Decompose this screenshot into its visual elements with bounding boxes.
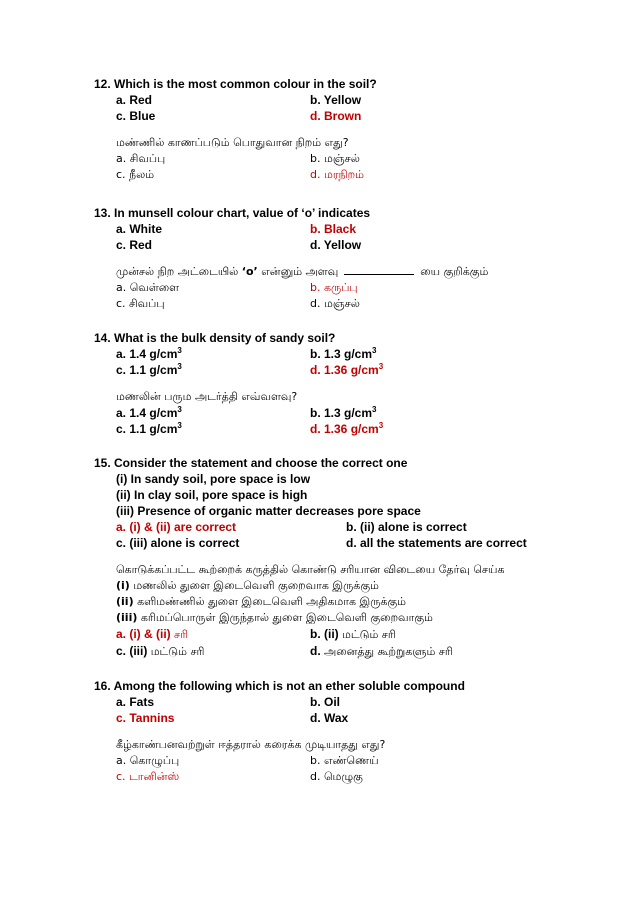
tamil-option-b-answer: b. கருப்பு [310,281,358,294]
question-15-tamil-options-row-1 [94,626,554,643]
tamil-option-a: a. 1.4 $g/cm^3$ [116,405,182,420]
option-b: b. Yellow [310,93,362,107]
option-d: d. Wax [310,711,349,725]
question-15-tamil-title: கொடுக்கப்பட்ட கூற்றைக் கருத்தில் கொண்டு சரியான விடையை தேர்வு செய்க [116,563,505,576]
tamil-statement-2: (ii) களிமண்ணில் துளை இடைவெளி அதிகமாக இருக்கும் [116,595,407,608]
question-16-tamil-options-row-2 [94,769,554,785]
question-12-tamil-options-row-1 [94,151,554,167]
option-d-answer: d. Brown [310,109,362,123]
option-a-answer: a. (i) & (ii) are correct [116,520,237,534]
question-16-tamil-options-row-1 [94,753,554,769]
option-d: d. all the statements are correct [346,536,527,550]
question-16-options-row-2 [94,710,554,726]
option-a: a. 1.4 $g/cm^3$ [116,346,182,361]
question-15-tamil-options-row-2 [94,643,554,660]
option-c: c. 1.1 $g/cm^3$ [116,362,182,377]
tamil-option-d-answer: d. மரநிறம் [310,168,364,181]
tamil-title-o: ‘o’ [241,265,258,278]
option-b-answer: b. Black [310,222,357,236]
option-c: c. Blue [116,109,156,123]
statement-1: (i) In sandy soil, pore space is low [116,472,311,486]
question-12-options-row-1 [94,92,554,108]
option-a: a. White [116,222,163,236]
tamil-option-d: d. மெழுகு [310,770,363,783]
option-b: b. 1.3 $g/cm^3$ [310,346,377,361]
question-14-tamil-title: மணலின் பரும அடர்த்தி எவ்வளவு? [116,390,298,403]
question-16 [94,678,554,785]
option-d-answer: d. 1.36 $g/cm^3$ [310,362,384,377]
question-15-options-row-2 [94,535,554,551]
question-12 [94,76,554,183]
question-12-tamil-options-row-2 [94,167,554,183]
question-13 [94,205,554,312]
question-14-options-row-2 [94,362,554,378]
question-15-options-row-1 [94,519,554,535]
question-13-tamil-options-row-2 [94,296,554,312]
tamil-option-c: c. நீலம் [116,168,155,181]
tamil-title-post: யை குறிக்கும் [420,265,489,278]
fill-blank [344,274,414,275]
statement-2: (ii) In clay soil, pore space is high [116,488,308,502]
question-13-tamil-options-row-1 [94,280,554,296]
question-13-options-row-1 [94,221,554,237]
question-13-title: 13. In munsell colour chart, value of ‘o’ indicates [94,206,371,220]
option-c: c. Red [116,238,153,252]
tamil-option-c: c. (iii) மட்டும் சரி [116,644,205,658]
option-a: a. Red [116,93,153,107]
option-c: c. (iii) alone is correct [116,536,240,550]
question-16-tamil-title: கீழ்காண்பனவற்றுள் ஈத்தரால் கரைக்க முடியாதது எது? [116,738,386,751]
question-document [94,76,554,785]
tamil-option-c: c. 1.1 $g/cm^3$ [116,421,182,436]
tamil-option-b: b. 1.3 $g/cm^3$ [310,405,377,420]
question-13-tamil-title [94,264,554,280]
question-12-tamil-title: மண்ணில் காணப்படும் பொதுவான நிறம் எது? [116,136,349,149]
question-12-title: 12. Which is the most common colour in the soil? [94,77,377,91]
tamil-option-c: c. சிவப்பு [116,297,165,310]
tamil-option-a: a. வெள்ளை [116,281,180,294]
tamil-statement-3: (iii) கரிமப்பொருள் இருந்தால் துளை இடைவெளி குறைவாகும் [116,611,433,624]
tamil-title-pre: முன்சல் நிற அட்டையில் [116,265,239,278]
tamil-option-a: a. சிவப்பு [116,152,166,165]
tamil-statement-1: (i) மணலில் துளை இடைவெளி குறைவாக இருக்கும் [116,579,379,592]
question-14-options-row-1 [94,346,554,362]
question-14 [94,330,554,437]
tamil-title-mid: என்னும் அளவு [261,265,339,278]
question-15 [94,455,554,660]
question-14-title: 14. What is the bulk density of sandy soil? [94,331,336,345]
tamil-option-d-answer: d. 1.36 $g/cm^3$ [310,421,384,436]
option-b: b. Oil [310,695,340,709]
tamil-option-a-answer: a. (i) & (ii) சரி [116,627,189,641]
option-a: a. Fats [116,695,155,709]
question-14-tamil-options-row-1 [94,405,554,421]
tamil-option-b: b. மஞ்சல் [310,152,360,165]
option-c-answer: c. Tannins [116,711,175,725]
option-b: b. (ii) alone is correct [346,520,467,534]
statement-3: (iii) Presence of organic matter decreases pore space [116,504,421,518]
question-13-options-row-2 [94,237,554,253]
question-16-title: 16. Among the following which is not an ether soluble compound [94,679,465,693]
option-d: d. Yellow [310,238,362,252]
tamil-option-d: d. மஞ்சல் [310,297,360,310]
tamil-option-b: b. (ii) மட்டும் சரி [310,627,396,641]
question-16-options-row-1 [94,694,554,710]
question-12-options-row-2 [94,108,554,124]
question-15-title: 15. Consider the statement and choose the correct one [94,456,408,470]
tamil-option-b: b. எண்ணெய் [310,754,379,767]
tamil-option-c-answer: c. டானின்ஸ் [116,770,180,783]
question-14-tamil-options-row-2 [94,421,554,437]
tamil-option-d: d. அனைத்து கூற்றுகளும் சரி [310,644,453,658]
tamil-option-a: a. கொழுப்பு [116,754,180,767]
